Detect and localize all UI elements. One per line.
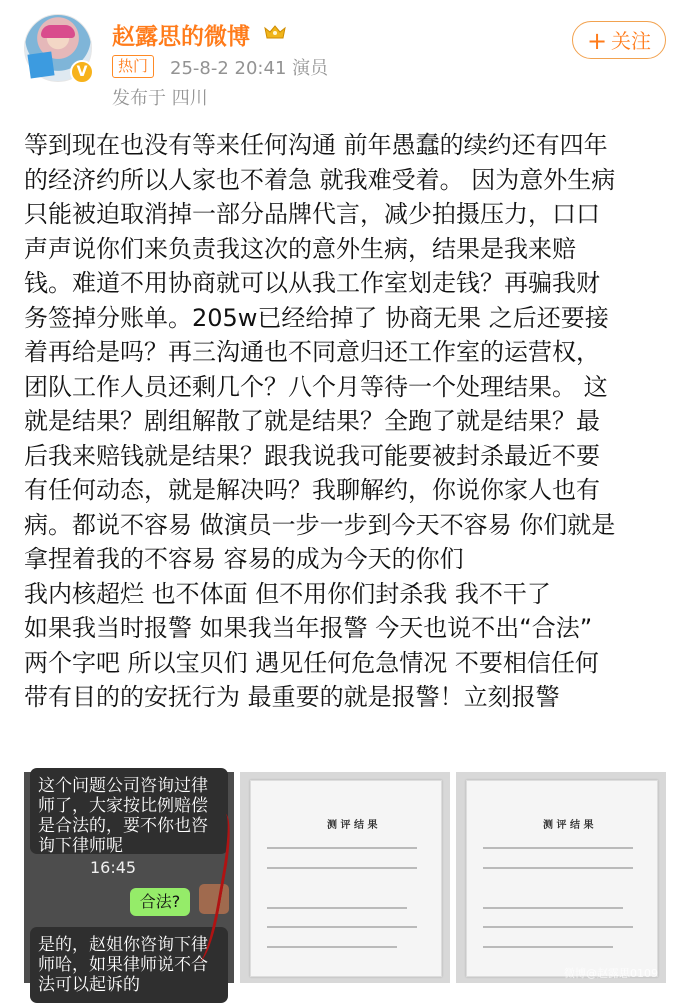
follow-button[interactable] (572, 21, 666, 59)
document-image-2[interactable] (456, 772, 666, 983)
avatar-prop (27, 51, 54, 78)
post-line: 我内核超烂 也不体面 但不用你们封杀我 我不干了 (24, 579, 551, 608)
post-meta: 25-8-2 20:41 演员 (170, 58, 329, 79)
post-line: 钱。难道不用协商就可以从我工作室划走钱？再骗我财 (24, 269, 600, 297)
author-name[interactable]: 赵露思的微博 (112, 24, 250, 50)
post-line: 后我来赔钱就是结果？跟我说我可能要被封杀最近不要 (24, 441, 600, 470)
post-line: 的经济约所以人家也不着急 就我难受着。 因为意外生病 (24, 165, 616, 194)
post-line: 拿捏着我的不容易 容易的成为今天的你们 (24, 545, 464, 573)
plus-icon: + (586, 27, 608, 55)
chat-reply: 合法? (130, 888, 190, 916)
post-line: 声声说你们来负责我这次的意外生病，结果是我来赔 (24, 234, 576, 263)
document-sheet (250, 780, 442, 977)
doc-line (483, 907, 623, 909)
doc-title: 测 评 结 果 (327, 820, 378, 831)
doc-line (483, 867, 633, 869)
post-header (0, 0, 690, 115)
chat-time: 16:45 (90, 858, 137, 877)
verified-v-icon: V (70, 60, 94, 84)
post-line: 如果我当时报警 如果我当年报警 今天也说不出“合法” (24, 614, 593, 642)
follow-label: 关注 (611, 29, 652, 53)
post-line: 团队工作人员还剩几个？八个月等待一个处理结果。 这 (24, 372, 608, 401)
document-image-1[interactable] (240, 772, 450, 983)
doc-line (267, 946, 397, 948)
doc-line (483, 847, 633, 849)
post-body (24, 128, 666, 715)
post-line: 务签掉分账单。205w已经给掉了 协商无果 之后还要接 (24, 303, 609, 332)
doc-line (267, 867, 417, 869)
chat-message-top: 这个问题公司咨询过律师了，大家按比例赔偿是合法的，要不你也咨询下律师呢 (30, 768, 228, 854)
post-line: 等到现在也没有等来任何沟通 前年愚蠢的续约还有四年 (24, 131, 608, 159)
doc-line (267, 907, 407, 909)
chat-screenshot-image[interactable] (24, 772, 234, 995)
post-line: 病。都说不容易 做演员一步一步到今天不容易 你们就是 (24, 510, 616, 539)
watermark-text: 微博@赵露思0109 (564, 967, 658, 980)
doc-line (483, 926, 633, 928)
post-line: 着再给是吗？再三沟通也不同意归还工作室的运营权， (24, 338, 600, 366)
post-line: 两个字吧 所以宝贝们 遇见任何危急情况 不要相信任何 (24, 648, 599, 677)
doc-line (267, 926, 417, 928)
document-sheet (466, 780, 658, 977)
hot-badge: 热门 (112, 55, 154, 78)
avatar-hat (41, 25, 75, 38)
doc-title: 测 评 结 果 (543, 820, 594, 831)
post-line: 带有目的的安抚行为 最重要的就是报警！立刻报警 (24, 683, 560, 711)
doc-line (267, 847, 417, 849)
crown-icon (263, 24, 287, 40)
doc-line (483, 946, 613, 948)
image-gallery (24, 772, 667, 995)
post-line: 就是结果？剧组解散了就是结果？全跑了就是结果？最 (24, 407, 600, 435)
post-line: 只能被迫取消掉一部分品牌代言，减少拍摄压力，口口 (24, 200, 600, 228)
post-location: 发布于 四川 (112, 88, 208, 109)
post-line: 有任何动态，就是解决吗？我聊解约，你说你家人也有 (24, 476, 600, 504)
chat-message-bottom: 是的，赵姐你咨询下律师哈，如果律师说不合法可以起诉的 (30, 927, 228, 1003)
